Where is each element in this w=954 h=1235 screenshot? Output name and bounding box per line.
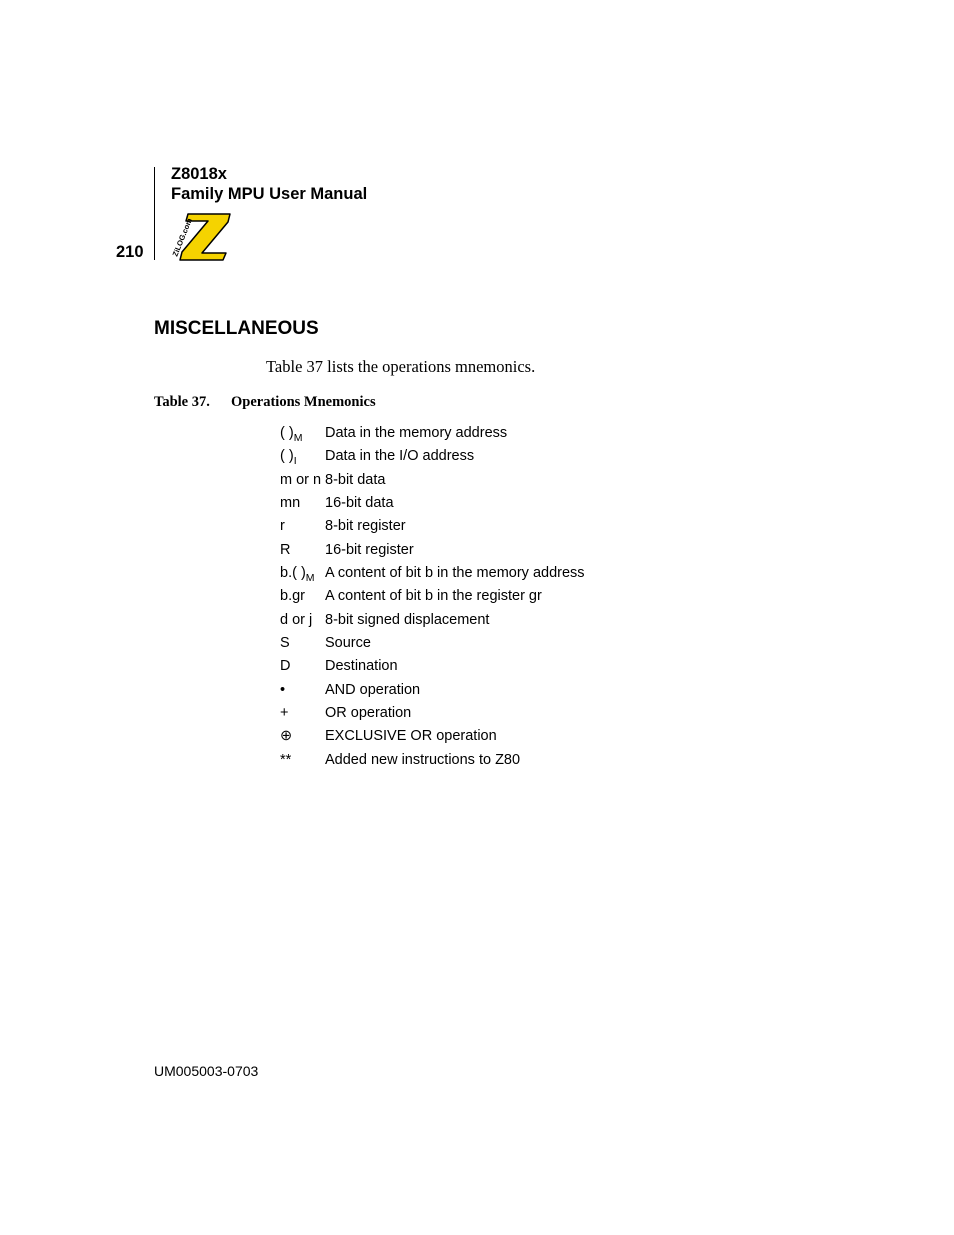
table-row (280, 679, 680, 702)
header-divider (154, 167, 155, 260)
mnemonic-description: OR operation (325, 705, 412, 722)
mnemonic-symbol (280, 562, 315, 586)
mnemonic-symbol (280, 469, 321, 492)
section-heading: MISCELLANEOUS (154, 318, 319, 339)
mnemonic-symbol (280, 515, 285, 538)
product-name: Z8018x (171, 165, 227, 183)
mnemonic-symbol (280, 702, 288, 725)
mnemonic-symbol (280, 632, 290, 655)
table-row (280, 655, 680, 678)
table-row (280, 632, 680, 655)
symbol-text: b.( ) (280, 565, 306, 582)
table-caption (154, 393, 376, 411)
symbol-subscript: M (305, 572, 315, 585)
mnemonic-description: A content of bit b in the register gr (325, 588, 542, 605)
mnemonic-symbol (280, 445, 297, 469)
mnemonic-description: 16-bit register (325, 541, 414, 558)
mnemonic-description: Added new instructions to Z80 (325, 751, 521, 768)
symbol-text: ⊕ (280, 728, 293, 745)
symbol-text: D (280, 658, 291, 675)
mnemonic-description: A content of bit b in the memory address (325, 565, 585, 582)
mnemonic-description: 8-bit data (325, 471, 386, 488)
mnemonic-description: Data in the I/O address (325, 448, 475, 465)
mnemonic-description: 16-bit data (325, 495, 394, 512)
table-row (280, 702, 680, 725)
mnemonic-symbol (280, 749, 291, 772)
symbol-text: ** (280, 751, 292, 768)
document-number: UM005003-0703 (154, 1063, 259, 1079)
table-row (280, 539, 680, 562)
table-row (280, 749, 680, 772)
mnemonic-symbol (280, 679, 285, 702)
symbol-text: • (280, 681, 286, 698)
symbol-text: S (280, 635, 290, 652)
table-row (280, 492, 680, 515)
symbol-text: r (280, 518, 285, 535)
mnemonic-symbol (280, 609, 312, 632)
table-row (280, 585, 680, 608)
table-row (280, 609, 680, 632)
symbol-text: mn (280, 495, 301, 512)
symbol-subscript: I (293, 455, 297, 468)
mnemonic-description: EXCLUSIVE OR operation (325, 728, 497, 745)
table-row (280, 469, 680, 492)
mnemonic-description: Source (325, 635, 371, 652)
table-row (280, 445, 680, 468)
mnemonic-symbol (280, 539, 290, 562)
symbol-text: R (280, 541, 291, 558)
manual-title: Family MPU User Manual (171, 185, 368, 203)
symbol-text: ( ) (280, 425, 294, 441)
symbol-text: m or n (280, 471, 322, 488)
table-row (280, 725, 680, 748)
mnemonics-table (280, 422, 680, 772)
table-title: Operations Mnemonics (231, 394, 376, 410)
symbol-text: b.gr (280, 588, 305, 605)
intro-paragraph: Table 37 lists the operations mnemonics. (266, 357, 536, 376)
mnemonic-description: Destination (325, 658, 398, 675)
mnemonic-symbol (280, 655, 290, 678)
zilog-logo (168, 210, 234, 262)
table-row (280, 562, 680, 585)
mnemonic-description: AND operation (325, 681, 421, 698)
symbol-text: ( ) (280, 448, 294, 465)
zilog-logo-graphic (168, 210, 234, 262)
mnemonic-description: 8-bit signed displacement (325, 611, 490, 628)
mnemonic-symbol (280, 725, 292, 748)
mnemonic-description: 8-bit register (325, 518, 406, 535)
page-number: 210 (116, 243, 144, 261)
symbol-text: + (280, 705, 289, 722)
table-row (280, 515, 680, 538)
logo-text: ZiLOG.com (170, 216, 194, 258)
mnemonic-symbol (280, 422, 302, 446)
symbol-text: d or j (280, 611, 313, 628)
mnemonic-description: Data in the memory address (325, 425, 508, 441)
mnemonic-symbol (280, 492, 300, 515)
table-label: Table 37. (154, 394, 210, 410)
table-row (280, 422, 680, 445)
symbol-subscript: M (293, 432, 303, 444)
mnemonic-symbol (280, 585, 305, 608)
